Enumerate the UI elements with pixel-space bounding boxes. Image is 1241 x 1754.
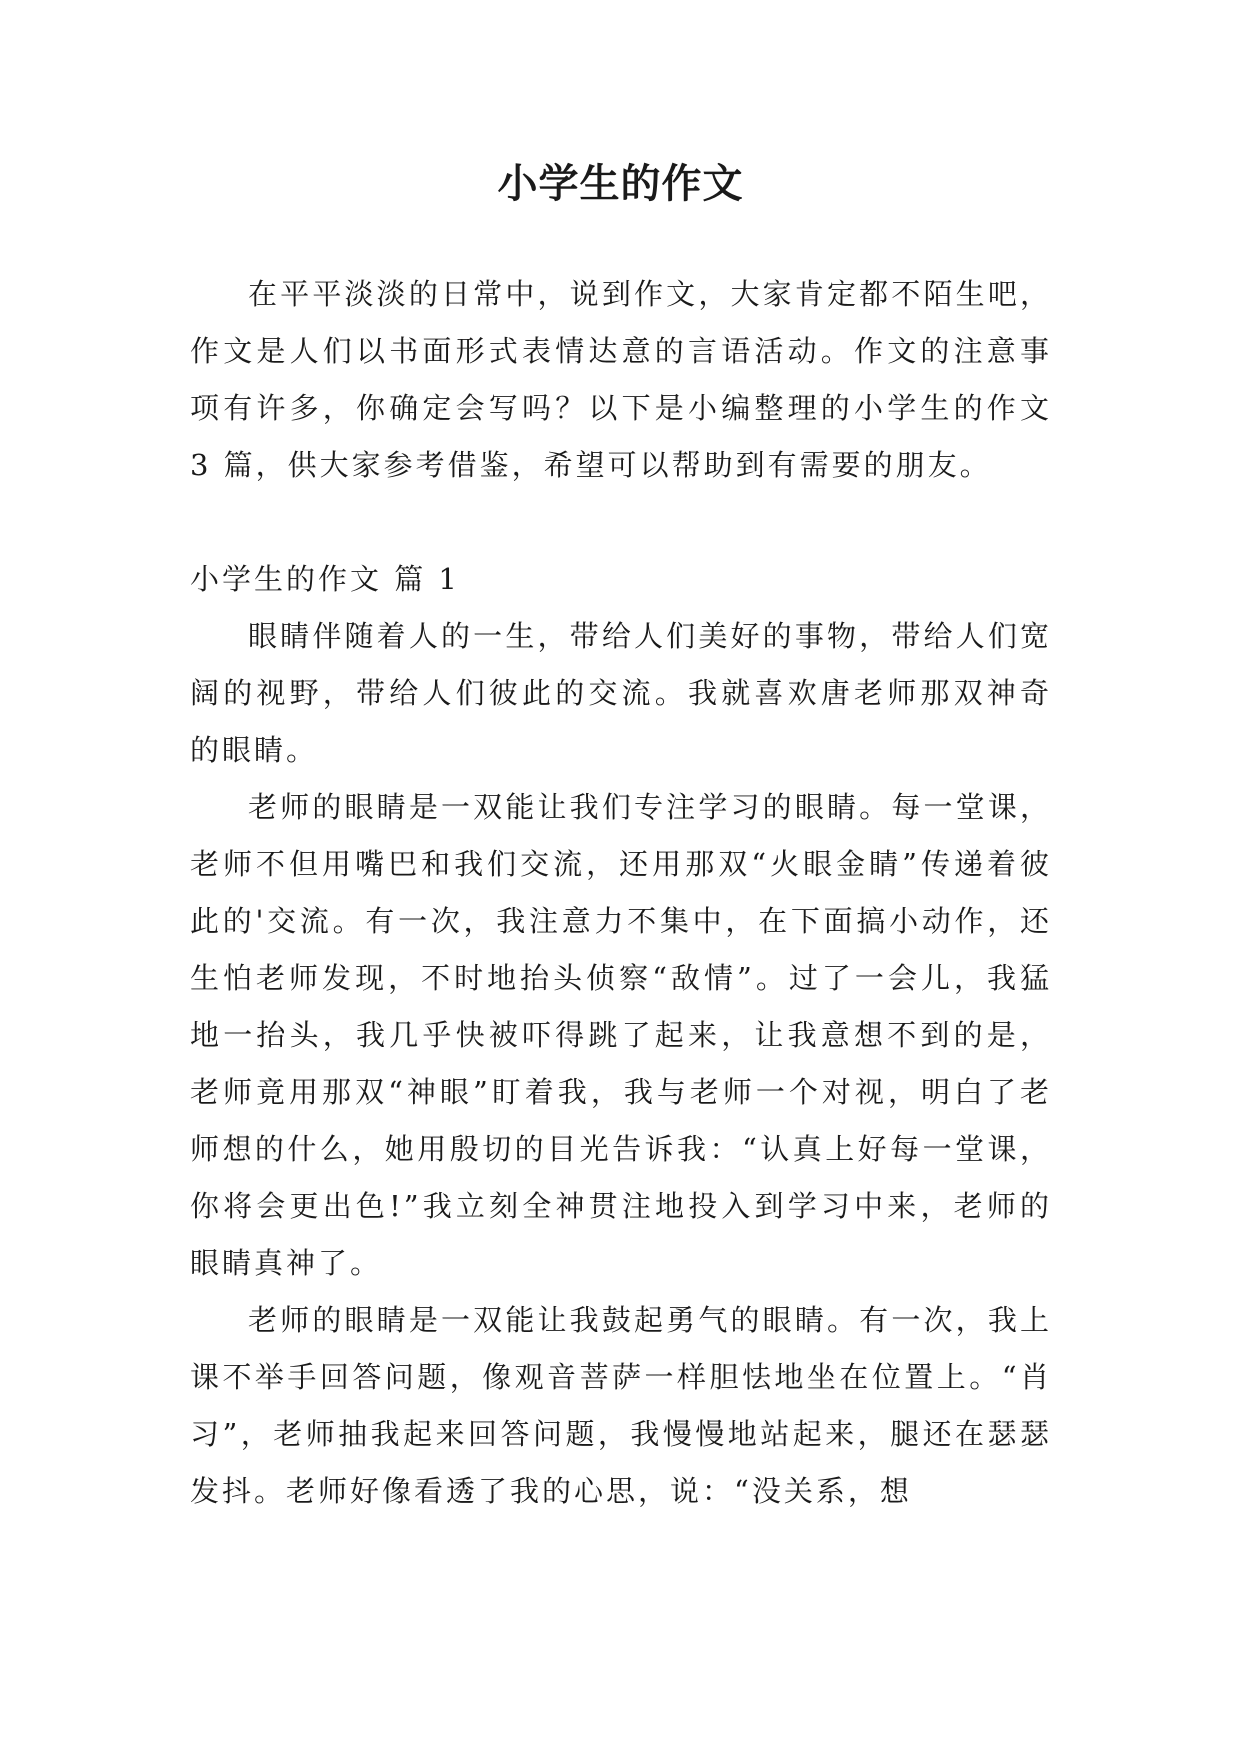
document-body bbox=[190, 266, 1052, 1520]
section-heading: 小学生的作文 篇 1 bbox=[190, 562, 460, 596]
body-paragraph: 老师的眼睛是一双能让我鼓起勇气的眼睛。有一次，我上课不举手回答问题，像观音菩萨一样胆怯地坐在位置上。“肖习”，老师抽我起来回答问题，我慢慢地站起来，腿还在瑟瑟发抖。老师好像看透了我的心思，说：“没关系，想 bbox=[190, 1303, 1052, 1508]
intro-paragraph: 在平平淡淡的日常中，说到作文，大家肯定都不陌生吧，作文是人们以书面形式表情达意的言语活动。作文的注意事项有许多，你确定会写吗？以下是小编整理的小学生的作文 3 篇，供大家参考借鉴，希望可以帮助到有需要的朋友。 bbox=[190, 277, 1052, 482]
body-paragraph: 老师的眼睛是一双能让我们专注学习的眼睛。每一堂课，老师不但用嘴巴和我们交流，还用那双“火眼金睛”传递着彼此的'交流。有一次，我注意力不集中，在下面搞小动作，还生怕老师发现，不时地抬头侦察“敌情”。过了一会儿，我猛地一抬头，我几乎快被吓得跳了起来，让我意想不到的是，老师竟用那双“神眼”盯着我，我与老师一个对视，明白了老师想的什么，她用殷切的目光告诉我：“认真上好每一堂课，你将会更出色!”我立刻全神贯注地投入到学习中来，老师的眼睛真神了。 bbox=[190, 790, 1052, 1280]
body-paragraph: 眼睛伴随着人的一生，带给人们美好的事物，带给人们宽阔的视野，带给人们彼此的交流。我就喜欢唐老师那双神奇的眼睛。 bbox=[190, 619, 1052, 767]
document-title: 小学生的作文 bbox=[497, 161, 744, 207]
